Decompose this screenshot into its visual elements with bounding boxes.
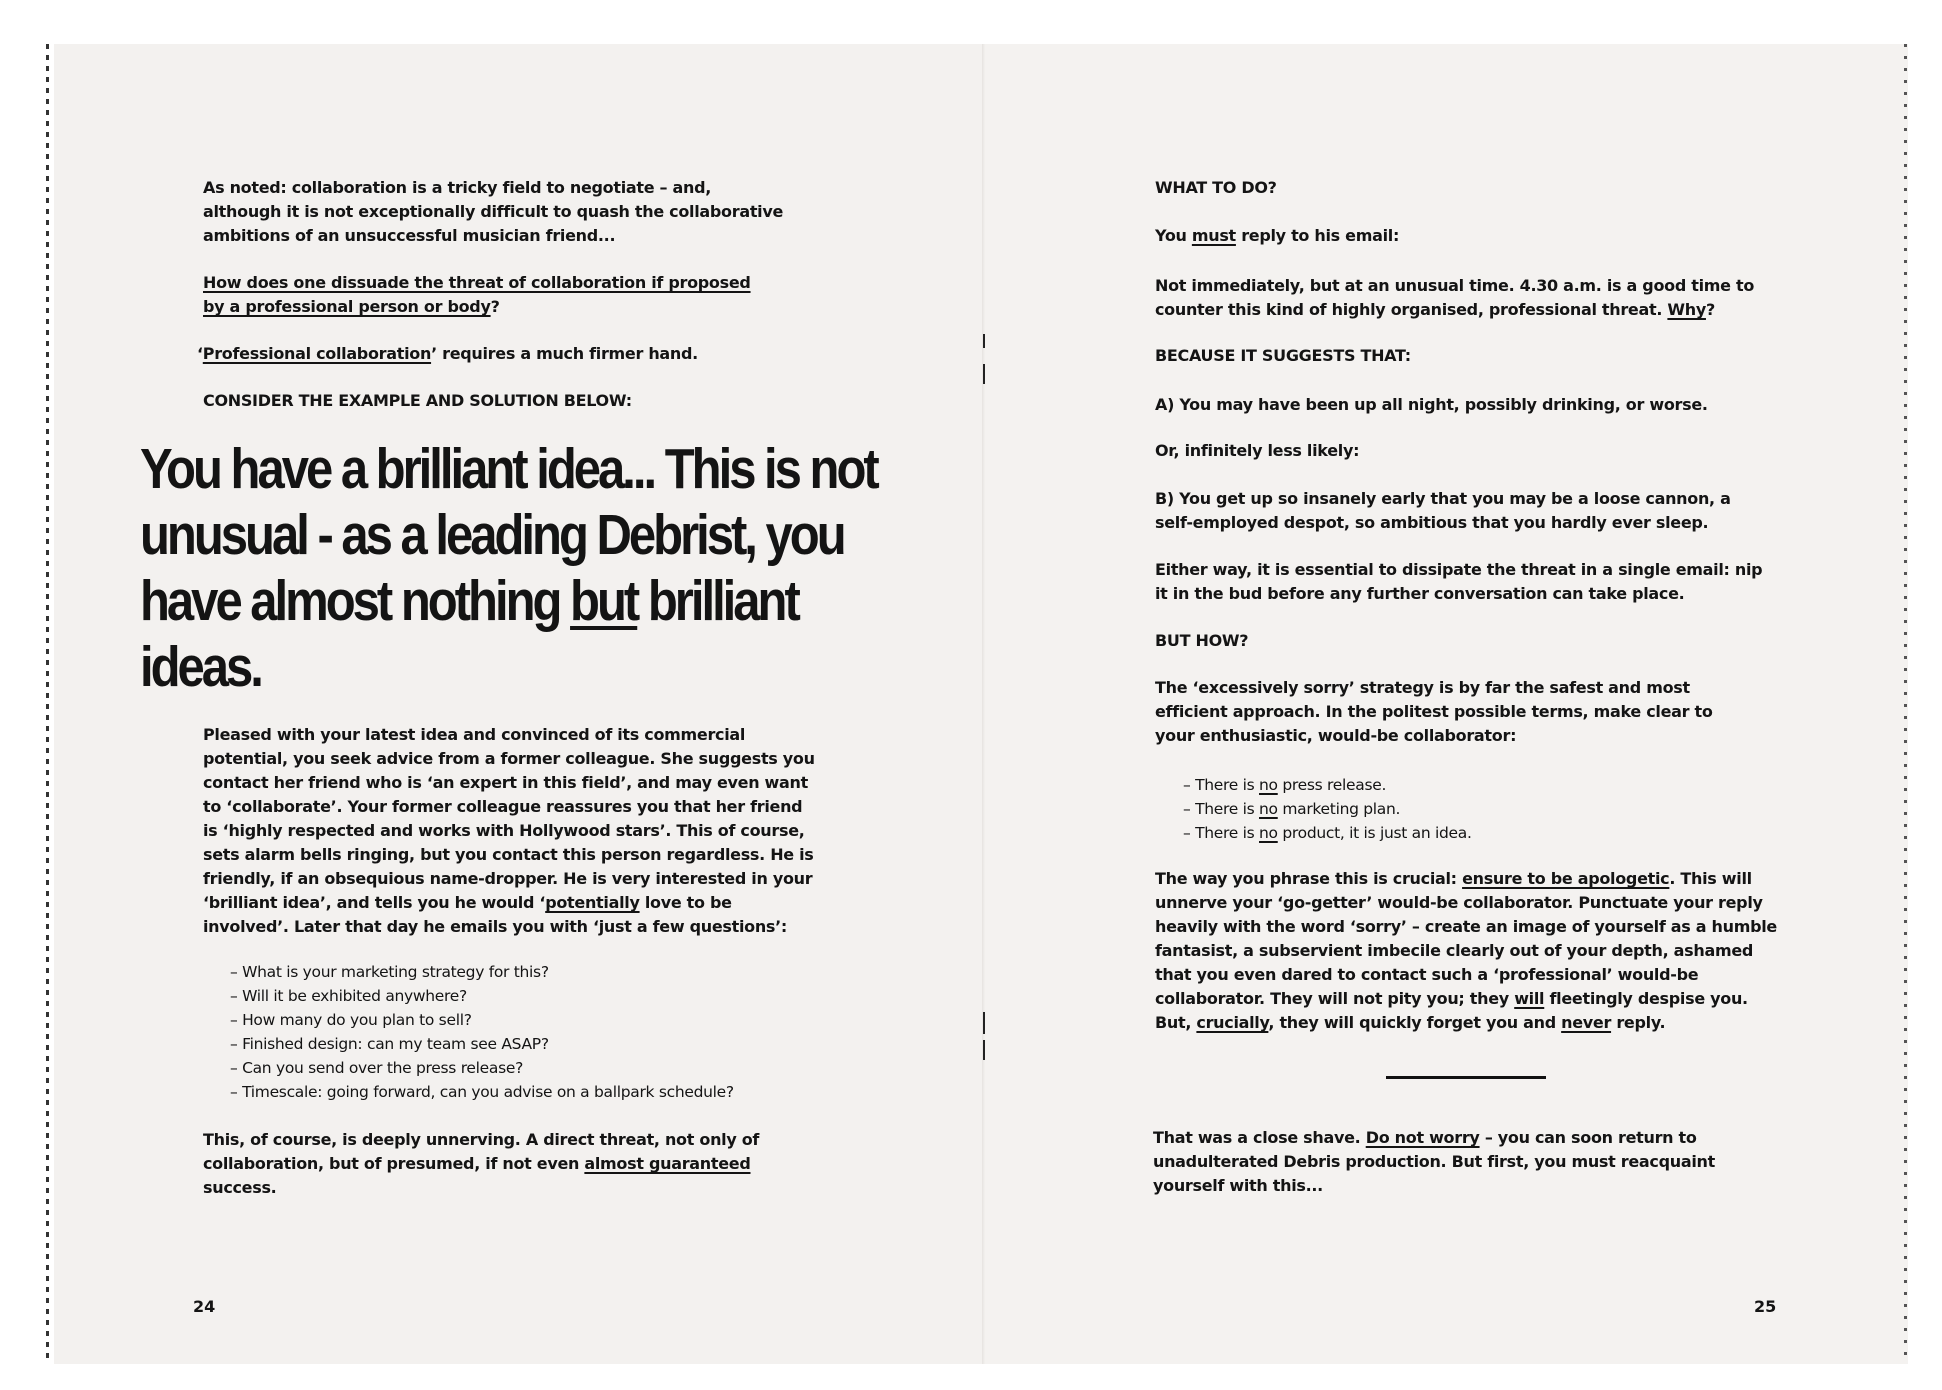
point-text: – There is xyxy=(1183,800,1260,818)
point-text: – There is xyxy=(1183,824,1260,842)
close-text: That was a close shave. xyxy=(1153,1128,1366,1147)
or-less-likely: Or, infinitely less likely: xyxy=(1155,441,1360,460)
closing-paragraph xyxy=(203,1128,803,1200)
phrase-underlined: will xyxy=(1514,989,1545,1008)
professional-rest: ’ requires a much firmer hand. xyxy=(431,344,698,363)
close-underlined: Do not worry xyxy=(1365,1128,1480,1147)
consider-heading: CONSIDER THE EXAMPLE AND SOLUTION BELOW: xyxy=(203,391,632,410)
point-underlined: no xyxy=(1259,824,1278,842)
option-a: A) You may have been up all night, possibly drinking, or worse. xyxy=(1155,395,1708,414)
must-text: You xyxy=(1155,226,1192,245)
staple-mark xyxy=(983,1012,985,1034)
timing-text: Not immediately, but at an unusual time. 4.30 a.m. is a good time to counter this kind of highly organised, professional threat. xyxy=(1155,276,1755,319)
page-number-left: 24 xyxy=(193,1297,216,1316)
list-item: – Can you send over the press release? xyxy=(230,1059,524,1077)
question-list xyxy=(230,960,790,1104)
list-item: – Finished design: can my team see ASAP? xyxy=(230,1035,549,1053)
closing-text: This, of course, is deeply unnerving. A direct threat, not only of collaboration, but of presumed, if not even xyxy=(203,1130,760,1173)
headline-part: brilliant ideas. xyxy=(140,569,798,699)
point-underlined: no xyxy=(1259,776,1278,794)
but-how-heading: BUT HOW? xyxy=(1155,631,1249,650)
story-paragraph xyxy=(203,723,815,939)
timing-paragraph xyxy=(1155,274,1767,322)
story-underlined: potentially xyxy=(545,893,640,912)
headline-underlined: but xyxy=(570,569,638,633)
quote-open: ‘ xyxy=(197,344,203,363)
staple-mark xyxy=(983,1040,985,1060)
phrase-text: fleetingly despise you. But, xyxy=(1155,989,1748,1032)
professional-collaboration-underlined: Professional collaboration xyxy=(202,344,432,363)
story-text: love to be involved’. Later that day he emails you with ‘just a few questions’: xyxy=(203,893,788,936)
professional-paragraph xyxy=(197,342,797,366)
staple-mark xyxy=(983,334,985,348)
intro-paragraph: As noted: collaboration is a tricky field to negotiate – and, although it is not exceptionally difficult to quash the collaborative ambitions of an unsuccessful musician friend... xyxy=(203,178,784,245)
point-text: – There is xyxy=(1183,776,1260,794)
must-text: reply to his email: xyxy=(1235,226,1400,245)
question-paragraph xyxy=(203,271,773,319)
point-underlined: no xyxy=(1259,800,1278,818)
section-divider xyxy=(1386,1076,1546,1079)
list-item: – How many do you plan to sell? xyxy=(230,1011,472,1029)
phrase-text: The way you phrase this is crucial: xyxy=(1155,869,1463,888)
page-number-right: 25 xyxy=(1754,1297,1777,1316)
right-perforation xyxy=(1904,44,1907,1364)
list-item: – Will it be exhibited anywhere? xyxy=(230,987,467,1005)
list-item: – What is your marketing strategy for this? xyxy=(230,963,549,981)
list-item xyxy=(1183,797,1743,821)
story-text: Pleased with your latest idea and convinced of its commercial potential, you seek advice from a former colleague. She suggests you contact her friend who is ‘an expert in this field’, and may even want to ‘collaborate’. Your former colleague reassures you that her friend is ‘highly respected and works with Hollywood stars’. This of course, sets alarm bells ringing, but you contact this person regardless. He is friendly, if an obsequious name-dropper. He is very interested in your ‘brilliant idea’, and tells you he would ‘ xyxy=(203,725,815,912)
why-underlined: Why xyxy=(1667,300,1706,319)
option-b: B) You get up so insanely early that you may be a loose cannon, a self-employed despot, so ambitious that you hardly ever sleep. xyxy=(1155,489,1731,532)
phrase-paragraph xyxy=(1155,867,1777,1035)
closing-text: success. xyxy=(203,1178,277,1197)
question-mark: ? xyxy=(490,297,500,316)
phrase-text: reply. xyxy=(1611,1013,1666,1032)
spine-fold xyxy=(982,44,985,1364)
staple-mark xyxy=(983,364,985,384)
strategy-paragraph: The ‘excessively sorry’ strategy is by far the safest and most efficient approach. In the politest possible terms, make clear to your enthusiastic, would-be collaborator: xyxy=(1155,678,1713,745)
close-shave-paragraph xyxy=(1153,1126,1765,1198)
timing-text: ? xyxy=(1705,300,1715,319)
phrase-text: . This will unnerve your ‘go-getter’ would-be collaborator. Punctuate your reply heavily with the word ‘sorry’ – create an image of yourself as a humble fantasist, a subservient imbecile clearly out of your depth, ashamed that you even dared to contact such a ‘professional’ would-be collaborator. They will not pity you; they xyxy=(1155,869,1777,1008)
question-text: How does one dissuade the threat of collaboration if proposed by a professional person or body xyxy=(203,273,751,316)
phrase-underlined: crucially xyxy=(1196,1013,1269,1032)
phrase-text: , they will quickly forget you and xyxy=(1268,1013,1562,1032)
points-list xyxy=(1183,773,1743,845)
list-item: – Timescale: going forward, can you advise on a ballpark schedule? xyxy=(230,1083,734,1101)
because-heading: BECAUSE IT SUGGESTS THAT: xyxy=(1155,346,1411,365)
headline xyxy=(140,436,914,700)
point-text: press release. xyxy=(1277,776,1387,794)
left-perforation xyxy=(46,44,49,1364)
phrase-underlined: ensure to be apologetic xyxy=(1462,869,1670,888)
must-reply-paragraph xyxy=(1155,224,1765,248)
either-way-paragraph: Either way, it is essential to dissipate the threat in a single email: nip it in the bud before any further conversation can take place. xyxy=(1155,560,1763,603)
close-text: – you can soon return to unadulterated Debris production. But first, you must reacquaint yourself with this... xyxy=(1153,1128,1715,1195)
headline-part: You have a brilliant idea... This is not unusual - as a leading Debrist, you have almost nothing xyxy=(140,437,877,633)
must-underlined: must xyxy=(1191,226,1236,245)
what-to-do-heading: WHAT TO DO? xyxy=(1155,178,1277,197)
point-text: product, it is just an idea. xyxy=(1277,824,1472,842)
point-text: marketing plan. xyxy=(1277,800,1401,818)
phrase-underlined: never xyxy=(1561,1013,1612,1032)
list-item xyxy=(1183,773,1743,797)
closing-underlined: almost guaranteed xyxy=(584,1154,751,1173)
list-item xyxy=(1183,821,1743,845)
